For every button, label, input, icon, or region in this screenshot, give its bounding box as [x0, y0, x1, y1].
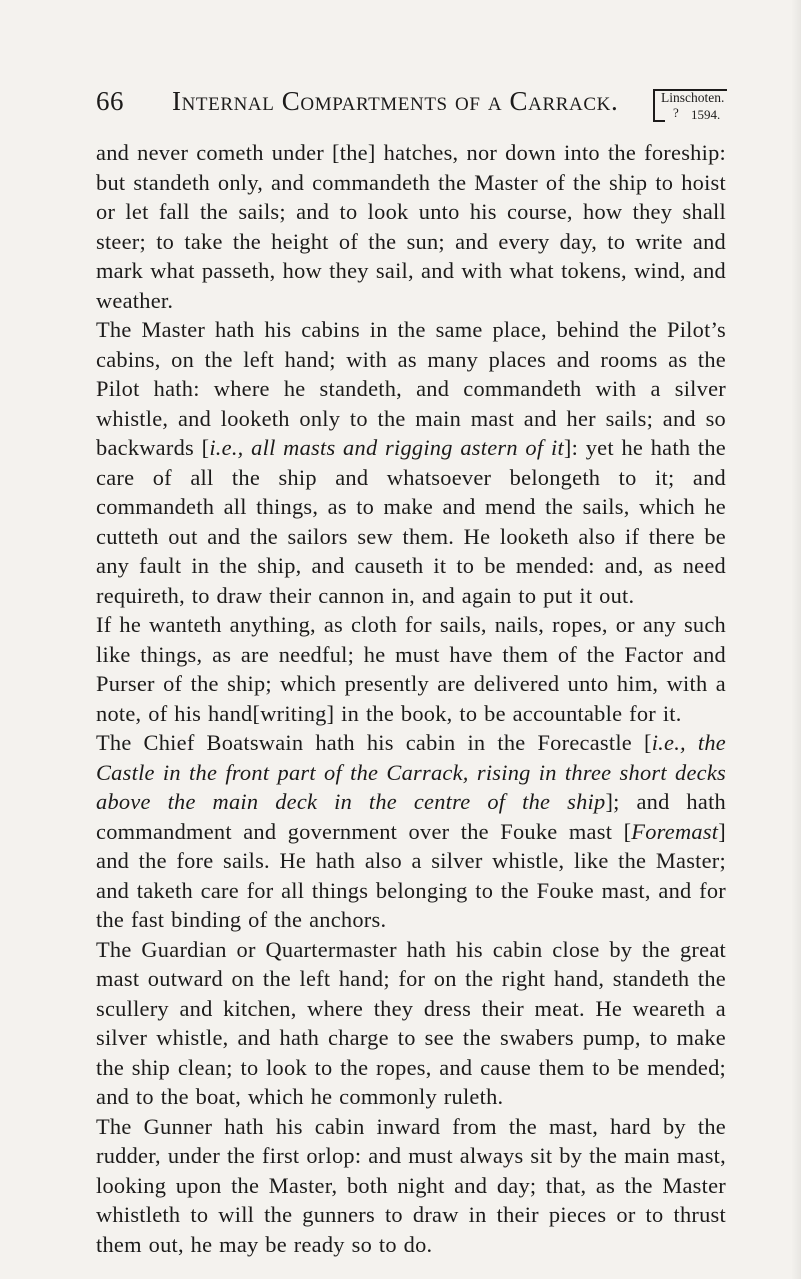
text-run: If he wanteth anything, as cloth for sails, nails, ropes, or any such like things, as are needful; he must have them of the Factor and Purser of the ship; which presently are delivered unto him, with a note, of his hand[writing] in the book, to be accountable for it.: [96, 612, 726, 726]
text-run: and never cometh under [the] hatches, nor down into the foreship: but standeth only, and commandeth the Master of the ship to hoist or let fall the sails; and to look unto his course, how they shall steer; to take the height of the sun; and every day, to write and mark what passeth, how they sail, and with what tokens, wind, and weather.: [96, 140, 726, 313]
marginal-source-note: [647, 84, 727, 120]
text-run: The Master hath his cabins in the same place, behind the Pilot’s cabins, on the left hand; with as many places and rooms as the Pilot hath: where he standeth, and commandeth with a silver whistle, and looketh only to the main mast and her sails; and so backwards [: [96, 317, 726, 460]
running-title: Internal Compartments of a Carrack.: [172, 86, 619, 116]
paragraph: [96, 935, 726, 1112]
body-text: [96, 138, 726, 1259]
paragraph: [96, 1112, 726, 1260]
page-edge-shadow: [791, 0, 801, 1279]
italic-gloss: i.e., all masts and rigging astern of it: [209, 435, 564, 460]
paragraph: [96, 728, 726, 935]
marginal-author: Linschoten.: [661, 90, 725, 105]
italic-gloss: i.e., the Castle in the front part of the Carrack, rising in three short decks above the main deck in the centre of the ship: [96, 730, 726, 814]
text-run: ]: yet he hath the care of all the ship and whatsoever belongeth to it; and commandeth all things, as to make and mend the sails, which he cutteth out and the sailors sew them. He looketh also if there be any fault in the ship, and causeth it to be mended: and, as need requireth, to draw their cannon in, and again to put it out.: [96, 435, 726, 608]
text-run: The Guardian or Quartermaster hath his cabin close by the great mast outward on the left hand; for on the right hand, standeth the scullery and kitchen, where they dress their meat. He weareth a silver whistle, and hath charge to see the swabers pump, to make the ship clean; to look to the ropes, and cause them to be mended; and to the boat, which he commonly ruleth.: [96, 936, 726, 1109]
marginal-query: ?: [673, 105, 679, 120]
text-run: The Gunner hath his cabin inward from the mast, hard by the rudder, under the first orlop: and must always sit by the main mast, looking upon the Master, both night and day; that, as the Master whistleth to will the gunners to draw in their pieces or to thrust them out, he may be ready so to do.: [96, 1113, 726, 1257]
paragraph: [96, 138, 726, 315]
text-run: ]; and hath commandment and government over the Fouke mast [: [96, 789, 726, 844]
marginal-year: 1594.: [691, 107, 721, 122]
text-run: ] and the fore sails. He hath also a silver whistle, like the Master; and taketh care for all things belonging to the Fouke mast, and for the fast binding of the anchors.: [96, 818, 726, 932]
page-number: 66: [96, 86, 124, 116]
text-run: The Chief Boatswain hath his cabin in the Forecastle [: [96, 730, 652, 755]
paragraph: [96, 315, 726, 610]
italic-gloss: Foremast: [631, 818, 719, 844]
page-header: [96, 82, 726, 122]
paragraph: [96, 610, 726, 728]
bracket-mark-lower: [653, 112, 665, 122]
book-page: [96, 82, 726, 1257]
